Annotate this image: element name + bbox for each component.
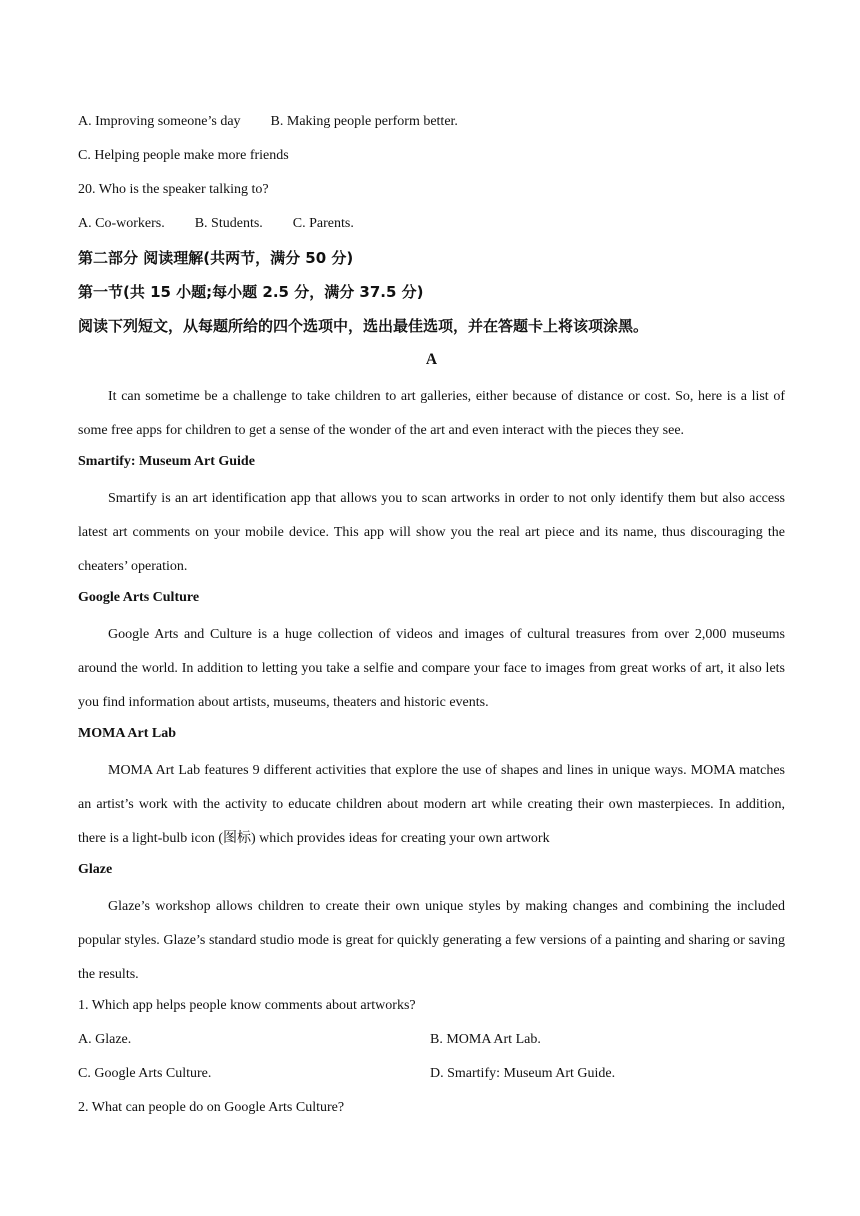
q1-option-d: D. Smartify: Museum Art Guide.	[430, 1066, 616, 1081]
q1-options-row-1	[78, 1026, 785, 1060]
q19-option-a: A. Improving someone’s day	[78, 114, 241, 129]
q1-question: 1. Which app helps people know comments about artworks?	[78, 998, 416, 1013]
q20-option-c: C. Parents.	[292, 216, 354, 231]
app-desc-smartify: Smartify is an art identification app that allows you to scan artworks in order to not only identify them but also access latest art comments on your mobile device. This app will show you the real art piece and its name, thus discouraging the cheaters’ operation.	[78, 491, 785, 574]
passage-intro: It can sometime be a challenge to take children to art galleries, either because of distance or cost. So, here is a list of some free apps for children to get a sense of the wonder of the art and even interact with the pieces they see.	[78, 389, 785, 438]
q20-question: 20. Who is the speaker talking to?	[78, 182, 269, 197]
app-heading-moma: MOMA Art Lab	[78, 726, 176, 741]
app-heading-smartify: Smartify: Museum Art Guide	[78, 454, 255, 469]
q19-option-b: B. Making people perform better.	[270, 114, 458, 129]
document-page	[78, 108, 785, 1128]
app-heading-google-arts: Google Arts Culture	[78, 590, 200, 605]
q1-options-row-2	[78, 1060, 785, 1094]
passage-letter: A	[425, 351, 438, 368]
app-desc-google-arts: Google Arts and Culture is a huge collection of videos and images of cultural treasures from over 2,000 museums around the world. In addition to letting you take a selfie and compare your face to images from great works of art, it also lets you find information about artists, museums, theaters and historic events.	[78, 627, 785, 710]
q20-option-a: A. Co-workers.	[78, 216, 165, 231]
q2-question: 2. What can people do on Google Arts Culture?	[78, 1100, 345, 1115]
q20-options-row	[78, 210, 785, 244]
part-title: 第二部分 阅读理解(共两节，满分 50 分)	[78, 249, 354, 267]
q19-option-c: C. Helping people make more friends	[78, 148, 289, 163]
q1-option-c: C. Google Arts Culture.	[78, 1066, 212, 1081]
app-heading-glaze: Glaze	[78, 862, 113, 877]
app-desc-moma: MOMA Art Lab features 9 different activities that explore the use of shapes and lines in unique ways. MOMA matches an artist’s work with the activity to educate children about modern art while creating their own masterpieces. In addition, there is a light-bulb icon (图标) which provides ideas for creating your own artwork	[78, 763, 785, 846]
q1-option-a: A. Glaze.	[78, 1032, 132, 1047]
app-desc-glaze: Glaze’s workshop allows children to create their own unique styles by making changes and combining the included popular styles. Glaze’s standard studio mode is great for quickly generating a few versions of a painting and sharing or saving the results.	[78, 899, 785, 982]
section-subtitle: 第一节(共 15 小题;每小题 2.5 分，满分 37.5 分)	[78, 283, 424, 301]
q20-option-b: B. Students.	[194, 216, 263, 231]
q1-option-b: B. MOMA Art Lab.	[430, 1032, 541, 1047]
section-instruction: 阅读下列短文，从每题所给的四个选项中，选出最佳选项，并在答题卡上将该项涂黑。	[78, 317, 649, 335]
q19-options-row-1	[78, 108, 785, 142]
